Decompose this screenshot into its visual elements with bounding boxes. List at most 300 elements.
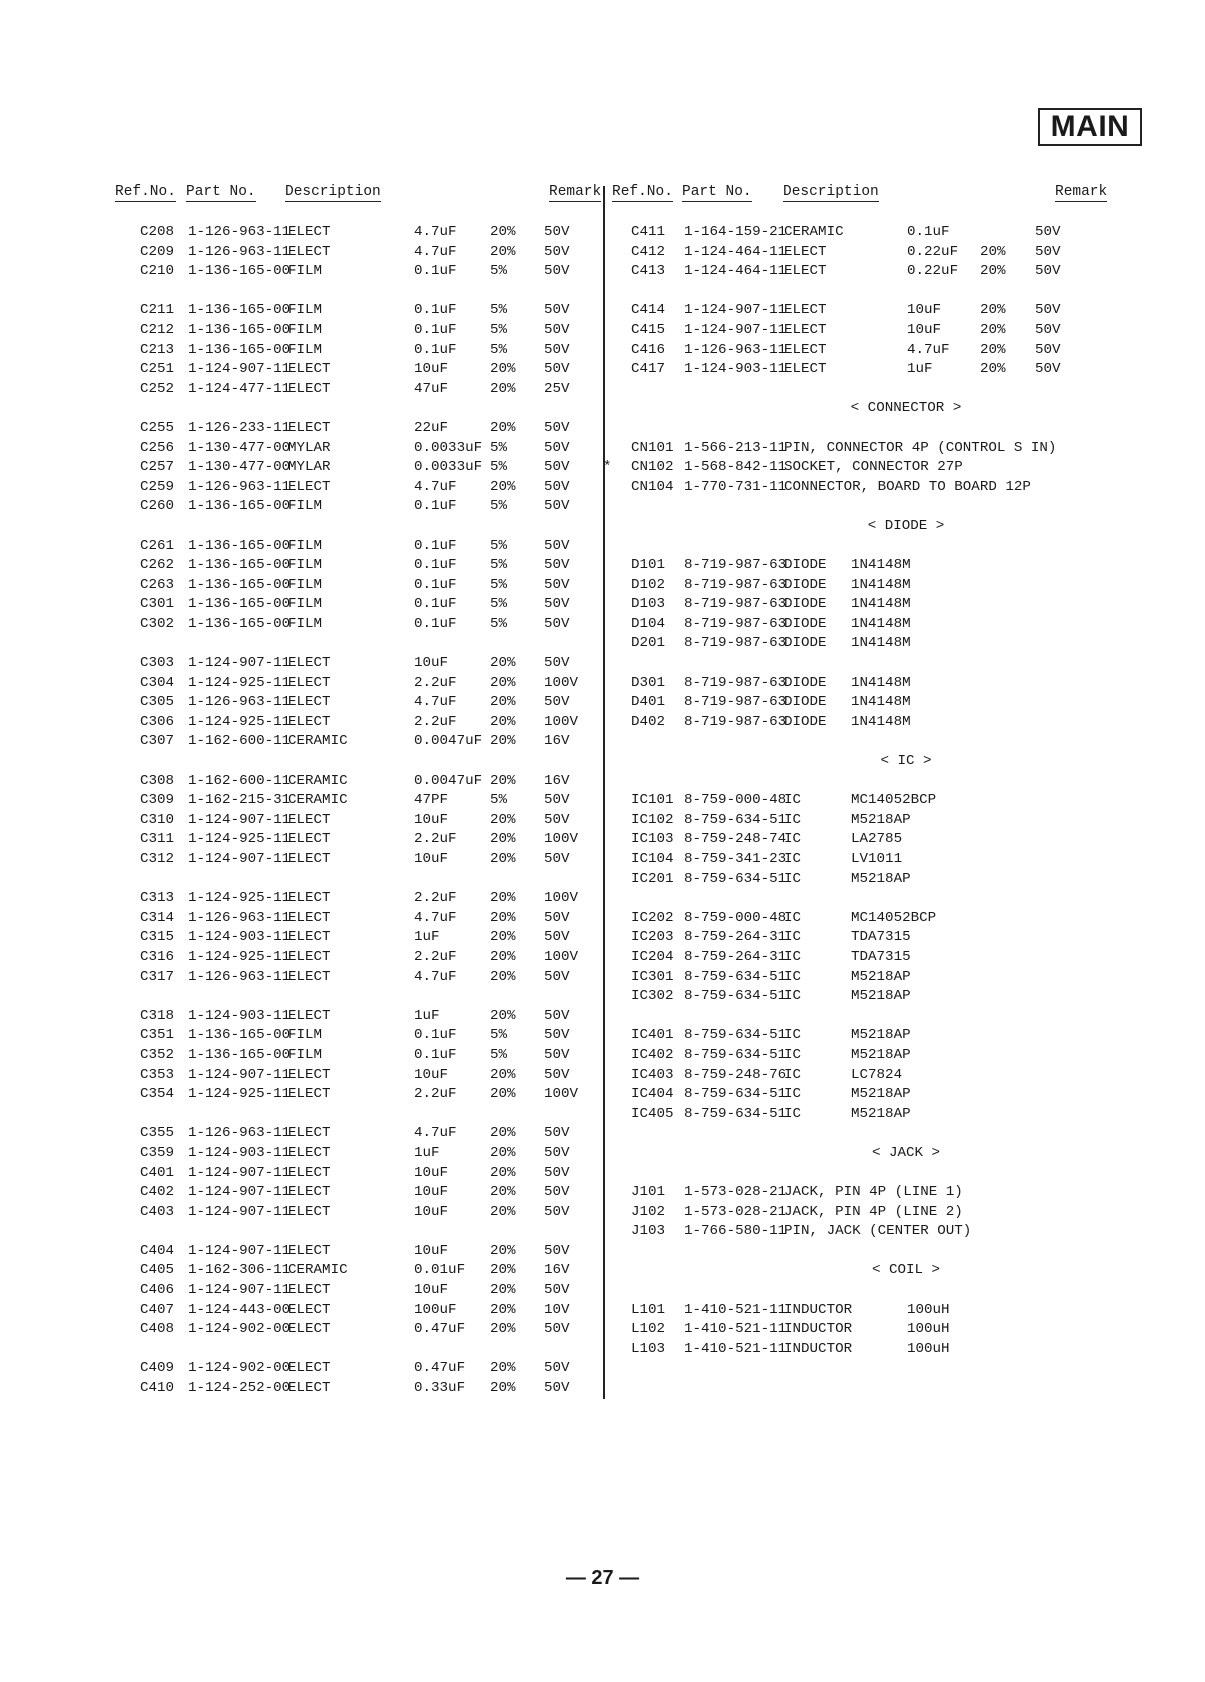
- tolerance: 20%: [490, 1321, 516, 1338]
- part-no: 8-759-634-51: [684, 811, 787, 828]
- part-no: 1-124-252-00: [188, 1380, 291, 1397]
- value: 10uF: [414, 1282, 449, 1299]
- description: ELECT: [288, 1164, 331, 1181]
- part-no: 1-136-165-00: [188, 321, 291, 338]
- ref-no: C404: [139, 1242, 174, 1259]
- part-no: 8-719-987-63: [684, 694, 787, 711]
- part-no: 1-568-842-11: [684, 459, 787, 476]
- description: CERAMIC: [288, 792, 348, 809]
- part-row: [611, 595, 1201, 615]
- tolerance: 20%: [490, 1007, 516, 1024]
- ref-no: C211: [139, 302, 174, 319]
- group-spacer: [611, 1124, 1201, 1144]
- group-spacer: [611, 497, 1201, 517]
- value: 4.7uF: [414, 224, 457, 240]
- tolerance: 5%: [490, 263, 508, 280]
- part-row: [611, 909, 1201, 929]
- value: 0.1uF: [414, 576, 457, 593]
- part-type: MC14052BCP: [851, 792, 937, 809]
- description: ELECT: [288, 1360, 331, 1377]
- tolerance: 20%: [490, 811, 516, 828]
- voltage: 50V: [544, 655, 570, 672]
- voltage: 50V: [1035, 263, 1061, 280]
- description: ELECT: [288, 713, 331, 730]
- ref-no: C212: [139, 321, 174, 338]
- part-no: 8-759-634-51: [684, 1046, 787, 1063]
- ref-no: C416: [631, 341, 666, 358]
- description: IC: [784, 1105, 802, 1122]
- ref-no: C316: [139, 948, 174, 965]
- voltage: 50V: [544, 341, 570, 358]
- ref-no: CN101: [631, 439, 674, 456]
- group-spacer: [611, 1007, 1201, 1027]
- value: 2.2uF: [414, 831, 457, 848]
- value: 0.1uF: [414, 302, 457, 319]
- value: 100uH: [907, 1321, 950, 1338]
- tolerance: 20%: [490, 1184, 516, 1201]
- ref-no: C252: [139, 380, 174, 397]
- tolerance: 5%: [490, 596, 508, 613]
- description: IC: [784, 870, 802, 887]
- part-no: 8-759-634-51: [684, 988, 787, 1005]
- description: INDUCTOR: [784, 1301, 853, 1318]
- value: 0.1uF: [414, 341, 457, 358]
- part-no: 1-136-165-00: [188, 341, 291, 358]
- part-row: [611, 634, 1201, 654]
- value: 0.1uF: [414, 1027, 457, 1044]
- voltage: 100V: [544, 890, 579, 907]
- tolerance: 20%: [980, 341, 1006, 358]
- tolerance: 20%: [490, 655, 516, 672]
- part-no: 8-759-000-48: [684, 792, 787, 809]
- part-no: 1-124-925-11: [188, 674, 291, 691]
- part-no: 1-124-925-11: [188, 1086, 291, 1103]
- description: ELECT: [288, 1086, 331, 1103]
- tolerance: 20%: [490, 929, 516, 946]
- ref-no: L101: [631, 1301, 666, 1318]
- voltage: 50V: [544, 1066, 570, 1083]
- description: DIODE: [784, 557, 827, 574]
- value: 2.2uF: [414, 674, 457, 691]
- value: 2.2uF: [414, 713, 457, 730]
- voltage: 50V: [1035, 321, 1061, 338]
- ref-no: C315: [139, 929, 174, 946]
- part-no: 1-766-580-11: [684, 1223, 787, 1240]
- page-number: — 27 —: [565, 1567, 640, 1589]
- description: FILM: [288, 615, 323, 632]
- description: DIODE: [784, 674, 827, 691]
- description: ELECT: [288, 674, 331, 691]
- ref-no: C208: [139, 224, 174, 240]
- part-row: [611, 439, 1201, 459]
- tolerance: 20%: [490, 909, 516, 926]
- voltage: 10V: [544, 1301, 570, 1318]
- part-row: [611, 576, 1201, 596]
- part-row: [611, 948, 1201, 968]
- description: FILM: [288, 537, 323, 554]
- value: 4.7uF: [414, 478, 457, 495]
- value: 0.1uF: [414, 263, 457, 280]
- ref-no: C260: [139, 498, 174, 515]
- header-remark: Remark: [549, 184, 602, 200]
- value: 0.0047uF: [414, 772, 483, 789]
- part-no: 1-136-165-00: [188, 1027, 291, 1044]
- value: 10uF: [907, 321, 942, 338]
- part-row: [611, 301, 1201, 321]
- description: ELECT: [288, 419, 331, 436]
- group-spacer: [611, 380, 1201, 400]
- ref-no: D103: [631, 596, 666, 613]
- voltage: 100V: [544, 674, 579, 691]
- part-row: [611, 1085, 1201, 1105]
- part-no: 1-124-907-11: [188, 1184, 291, 1201]
- value: 4.7uF: [414, 1125, 457, 1142]
- part-no: 8-759-341-23: [684, 851, 787, 867]
- description: ELECT: [288, 243, 331, 260]
- description: PIN, JACK (CENTER OUT): [784, 1223, 972, 1240]
- voltage: 50V: [544, 1007, 570, 1024]
- part-row: [611, 321, 1201, 341]
- group-spacer: [611, 732, 1201, 752]
- tolerance: 5%: [490, 1027, 508, 1044]
- part-type: M5218AP: [851, 1086, 911, 1103]
- value: 0.1uF: [414, 1046, 457, 1063]
- value: 0.22uF: [907, 243, 959, 260]
- value: 10uF: [414, 655, 449, 672]
- value: 2.2uF: [414, 890, 457, 907]
- tolerance: 20%: [490, 1301, 516, 1318]
- part-row: [611, 811, 1201, 831]
- tolerance: 5%: [490, 341, 508, 358]
- ref-no: D401: [631, 694, 666, 711]
- part-row: [611, 1026, 1201, 1046]
- description: IC: [784, 1086, 802, 1103]
- voltage: 50V: [544, 1184, 570, 1201]
- description: IC: [784, 811, 802, 828]
- value: 1uF: [907, 361, 933, 378]
- description: ELECT: [288, 1184, 331, 1201]
- voltage: 50V: [544, 459, 570, 476]
- part-row: [611, 1183, 1201, 1203]
- ref-no: IC202: [631, 909, 674, 926]
- part-no: 8-719-987-63: [684, 596, 787, 613]
- voltage: 50V: [544, 243, 570, 260]
- description: IC: [784, 988, 802, 1005]
- voltage: 50V: [544, 478, 570, 495]
- part-no: 1-124-903-11: [188, 929, 291, 946]
- part-type: M5218AP: [851, 811, 911, 828]
- ref-no: C409: [139, 1360, 174, 1377]
- part-type: 1N4148M: [851, 576, 911, 593]
- voltage: 50V: [544, 419, 570, 436]
- ref-no: C304: [139, 674, 174, 691]
- group-spacer: [611, 889, 1201, 909]
- description: ELECT: [288, 909, 331, 926]
- part-row: [611, 968, 1201, 988]
- description: IC: [784, 851, 802, 867]
- description: FILM: [288, 263, 323, 280]
- description: DIODE: [784, 713, 827, 730]
- description: DIODE: [784, 694, 827, 711]
- part-no: 1-124-907-11: [188, 1203, 291, 1220]
- part-type: LV1011: [851, 851, 903, 867]
- part-no: 1-162-306-11: [188, 1262, 291, 1279]
- description: ELECT: [784, 302, 827, 319]
- part-no: 1-124-443-00: [188, 1301, 291, 1318]
- part-no: 1-124-925-11: [188, 831, 291, 848]
- voltage: 50V: [544, 361, 570, 378]
- ref-no: IC403: [631, 1066, 674, 1083]
- tolerance: 20%: [490, 713, 516, 730]
- voltage: 50V: [544, 537, 570, 554]
- ref-no: IC103: [631, 831, 674, 848]
- description: ELECT: [784, 361, 827, 378]
- value: 1uF: [414, 929, 440, 946]
- tolerance: 20%: [490, 1203, 516, 1220]
- ref-no: C263: [139, 576, 174, 593]
- ref-no: C255: [139, 419, 174, 436]
- description: INDUCTOR: [784, 1340, 853, 1357]
- ref-no: J101: [631, 1184, 666, 1201]
- description: IC: [784, 1027, 802, 1044]
- section-badge: MAIN: [1038, 108, 1142, 146]
- description: FILM: [288, 321, 323, 338]
- voltage: 50V: [544, 909, 570, 926]
- voltage: 50V: [544, 1125, 570, 1142]
- part-no: 1-573-028-21: [684, 1184, 787, 1201]
- value: 1uF: [414, 1007, 440, 1024]
- description: FILM: [288, 557, 323, 574]
- ref-no: L102: [631, 1321, 666, 1338]
- group-spacer: [611, 772, 1201, 792]
- value: 0.1uF: [414, 498, 457, 515]
- part-row: [603, 458, 1201, 478]
- part-no: 1-124-902-00: [188, 1360, 291, 1377]
- tolerance: 20%: [490, 1360, 516, 1377]
- value: 10uF: [414, 1242, 449, 1259]
- voltage: 50V: [544, 302, 570, 319]
- tolerance: 20%: [490, 948, 516, 965]
- tolerance: 5%: [490, 792, 508, 809]
- part-no: 1-136-165-00: [188, 498, 291, 515]
- voltage: 50V: [544, 1164, 570, 1181]
- ref-no: IC405: [631, 1105, 674, 1122]
- part-row: [116, 1379, 706, 1399]
- part-no: 1-124-907-11: [188, 1066, 291, 1083]
- part-row: [611, 1301, 1201, 1321]
- value: 2.2uF: [414, 1086, 457, 1103]
- header-description: Description: [783, 184, 879, 200]
- part-row: [611, 1222, 1201, 1242]
- tolerance: 20%: [490, 380, 516, 397]
- part-type: 1N4148M: [851, 615, 911, 632]
- voltage: 50V: [544, 1027, 570, 1044]
- description: ELECT: [784, 341, 827, 358]
- part-no: 8-719-987-63: [684, 576, 787, 593]
- ref-no: C302: [139, 615, 174, 632]
- tolerance: 20%: [490, 1125, 516, 1142]
- description: FILM: [288, 576, 323, 593]
- part-type: M5218AP: [851, 988, 911, 1005]
- description: ELECT: [288, 1380, 331, 1397]
- part-row: [611, 223, 1201, 243]
- description: ELECT: [288, 948, 331, 965]
- part-no: 1-130-477-00: [188, 459, 291, 476]
- value: 4.7uF: [414, 909, 457, 926]
- description: ELECT: [288, 361, 331, 378]
- tolerance: 20%: [490, 831, 516, 848]
- description: JACK, PIN 4P (LINE 2): [784, 1203, 963, 1220]
- part-no: 8-719-987-63: [684, 635, 787, 652]
- voltage: 16V: [544, 772, 570, 789]
- part-no: 1-124-477-11: [188, 380, 291, 397]
- ref-no: IC203: [631, 929, 674, 946]
- ref-no: D104: [631, 615, 666, 632]
- value: 4.7uF: [414, 243, 457, 260]
- header-ref-no: Ref.No.: [115, 184, 176, 200]
- part-no: 1-136-165-00: [188, 263, 291, 280]
- value: 10uF: [414, 1203, 449, 1220]
- description: ELECT: [784, 321, 827, 338]
- group-spacer: [611, 654, 1201, 674]
- description: ELECT: [288, 224, 331, 240]
- ref-no: IC401: [631, 1027, 674, 1044]
- part-row: [611, 1203, 1201, 1223]
- voltage: 50V: [1035, 224, 1061, 240]
- part-no: 1-136-165-00: [188, 1046, 291, 1063]
- tolerance: 20%: [490, 1066, 516, 1083]
- part-row: [611, 1320, 1201, 1340]
- voltage: 50V: [544, 929, 570, 946]
- part-no: 8-759-264-31: [684, 929, 787, 946]
- header-description: Description: [285, 184, 381, 200]
- part-no: 1-126-963-11: [188, 1125, 291, 1142]
- ref-no: CN104: [631, 478, 674, 495]
- ref-no: C262: [139, 557, 174, 574]
- tolerance: 20%: [490, 243, 516, 260]
- part-no: 1-124-903-11: [684, 361, 787, 378]
- description: SOCKET, CONNECTOR 27P: [784, 459, 963, 476]
- ref-no: D301: [631, 674, 666, 691]
- value: 4.7uF: [907, 341, 950, 358]
- description: ELECT: [288, 1125, 331, 1142]
- tolerance: 20%: [490, 772, 516, 789]
- part-no: 1-124-907-11: [188, 1282, 291, 1299]
- ref-no: D101: [631, 557, 666, 574]
- voltage: 50V: [544, 1046, 570, 1063]
- part-no: 1-164-159-21: [684, 224, 787, 240]
- ref-no: C311: [139, 831, 174, 848]
- voltage: 50V: [544, 439, 570, 456]
- part-no: 1-136-165-00: [188, 537, 291, 554]
- description: ELECT: [784, 243, 827, 260]
- part-type: TDA7315: [851, 948, 911, 965]
- part-no: 1-126-963-11: [188, 968, 291, 985]
- value: 10uF: [414, 811, 449, 828]
- description: IC: [784, 1046, 802, 1063]
- ref-no: C261: [139, 537, 174, 554]
- description: ELECT: [288, 1007, 331, 1024]
- voltage: 50V: [544, 1282, 570, 1299]
- ref-no: C410: [139, 1380, 174, 1397]
- ref-no: C353: [139, 1066, 174, 1083]
- part-no: 1-162-215-31: [188, 792, 291, 809]
- part-no: 1-162-600-11: [188, 772, 291, 789]
- value: 2.2uF: [414, 948, 457, 965]
- value: 10uF: [414, 851, 449, 867]
- section-title: < COIL >: [871, 1262, 941, 1279]
- part-row: [611, 870, 1201, 890]
- tolerance: 20%: [490, 1282, 516, 1299]
- description: IC: [784, 831, 802, 848]
- part-row: [611, 262, 1201, 282]
- voltage: 50V: [544, 1203, 570, 1220]
- tolerance: 5%: [490, 439, 508, 456]
- description: ELECT: [288, 1301, 331, 1318]
- value: 4.7uF: [414, 968, 457, 985]
- part-no: 1-124-907-11: [188, 851, 291, 867]
- tolerance: 5%: [490, 321, 508, 338]
- part-row: [611, 791, 1201, 811]
- tolerance: 20%: [490, 968, 516, 985]
- value: 10uF: [414, 1066, 449, 1083]
- value: 0.1uF: [907, 224, 950, 240]
- part-row: [611, 1066, 1201, 1086]
- description: ELECT: [288, 1242, 331, 1259]
- section-title: < IC >: [880, 753, 932, 770]
- value: 0.1uF: [414, 596, 457, 613]
- description: IC: [784, 792, 802, 809]
- description: ELECT: [288, 811, 331, 828]
- description: ELECT: [784, 263, 827, 280]
- right-parts-column: [603, 223, 1201, 1359]
- tolerance: 5%: [490, 1046, 508, 1063]
- part-row: [611, 928, 1201, 948]
- ref-no: C351: [139, 1027, 174, 1044]
- description: FILM: [288, 302, 323, 319]
- value: 0.33uF: [414, 1380, 466, 1397]
- voltage: 50V: [544, 811, 570, 828]
- voltage: 50V: [544, 1380, 570, 1397]
- value: 0.1uF: [414, 615, 457, 632]
- part-no: 1-126-963-11: [188, 243, 291, 260]
- tolerance: 20%: [490, 851, 516, 867]
- header-part-no: Part No.: [186, 184, 256, 200]
- ref-no: C308: [139, 772, 174, 789]
- part-no: 1-124-903-11: [188, 1007, 291, 1024]
- part-no: 1-124-902-00: [188, 1321, 291, 1338]
- tolerance: 5%: [490, 615, 508, 632]
- ref-no: C259: [139, 478, 174, 495]
- ref-no: IC102: [631, 811, 674, 828]
- ref-no: C414: [631, 302, 666, 319]
- ref-no: C305: [139, 694, 174, 711]
- part-no: 1-126-963-11: [684, 341, 787, 358]
- part-no: 1-124-907-11: [188, 811, 291, 828]
- value: 4.7uF: [414, 694, 457, 711]
- voltage: 50V: [1035, 243, 1061, 260]
- value: 10uF: [414, 361, 449, 378]
- tolerance: 20%: [490, 1164, 516, 1181]
- part-no: 1-136-165-00: [188, 615, 291, 632]
- ref-no: C318: [139, 1007, 174, 1024]
- ref-no: C314: [139, 909, 174, 926]
- part-no: 8-719-987-63: [684, 713, 787, 730]
- tolerance: 20%: [980, 361, 1006, 378]
- part-no: 1-410-521-11: [684, 1321, 787, 1338]
- value: 0.0033uF: [414, 439, 483, 456]
- ref-no: J103: [631, 1223, 666, 1240]
